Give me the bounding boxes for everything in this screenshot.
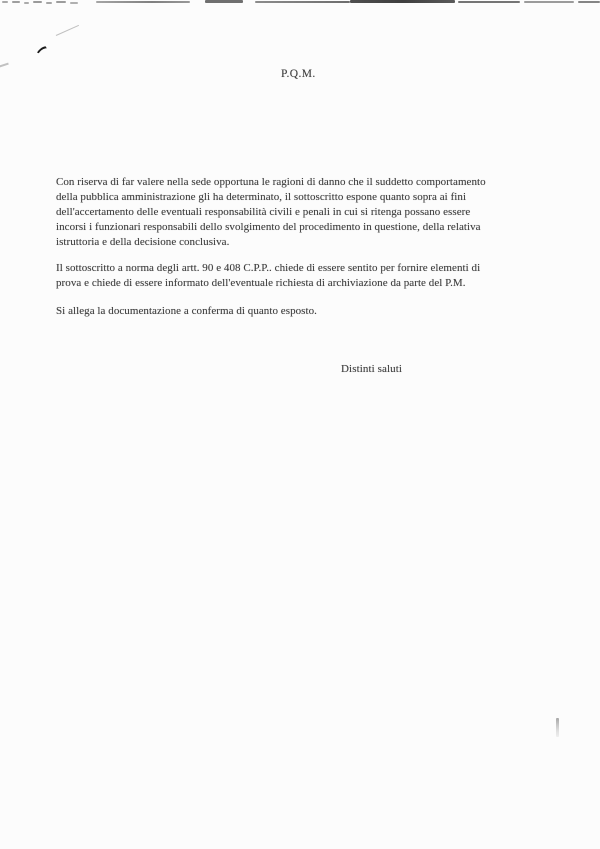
scan-noise-segment <box>56 1 66 3</box>
text-line: Si allega la documentazione a conferma di quanto esposto. <box>56 305 317 317</box>
scan-noise-segment <box>578 1 600 3</box>
scan-noise-segment <box>350 0 455 3</box>
scan-noise-segment <box>2 1 8 3</box>
scanner-edge-artifact <box>0 0 600 6</box>
scan-noise-segment <box>70 2 78 4</box>
scan-noise-segment <box>205 0 243 3</box>
scan-noise-segment <box>12 1 20 3</box>
scan-noise-segment <box>255 1 350 3</box>
body-paragraph-2 <box>56 261 480 291</box>
scan-noise-segment <box>24 2 29 4</box>
pen-flick-mark <box>37 41 49 59</box>
scan-noise-segment <box>46 2 52 4</box>
scan-noise-segment <box>96 1 190 3</box>
edge-tick-artifact <box>0 63 9 68</box>
pen-flick-icon <box>37 45 49 54</box>
document-heading: P.Q.M. <box>281 68 316 80</box>
body-paragraph-1 <box>56 175 486 250</box>
text-line: prova e chiede di essere informato dell'eventuale richiesta di archiviazione da parte del P.M. <box>56 277 466 289</box>
text-line: incorsi i funzionari responsabili dello svolgimento del procedimento in questione, della relativa <box>56 221 481 233</box>
scan-noise-segment <box>458 1 520 3</box>
text-line: dell'accertamento delle eventuali responsabilità civili e penali in cui si ritenga possano essere <box>56 206 471 218</box>
pencil-stroke-artifact <box>56 25 79 36</box>
text-line: Il sottoscritto a norma degli artt. 90 e 408 C.P.P.. chiede di essere sentito per fornire elementi di <box>56 262 481 274</box>
margin-smudge-artifact <box>556 718 559 737</box>
text-line: della pubblica amministrazione gli ha determinato, il sottoscritto espone quanto sopra ai fini <box>56 191 467 203</box>
text-line: istruttoria e della decisione conclusiva. <box>56 236 230 248</box>
scan-noise-segment <box>524 1 574 3</box>
body-paragraph-3 <box>56 304 317 319</box>
scan-noise-segment <box>33 1 42 3</box>
text-line: Con riserva di far valere nella sede opportuna le ragioni di danno che il suddetto comportamento <box>56 176 486 188</box>
closing-salutation: Distinti saluti <box>341 363 403 375</box>
